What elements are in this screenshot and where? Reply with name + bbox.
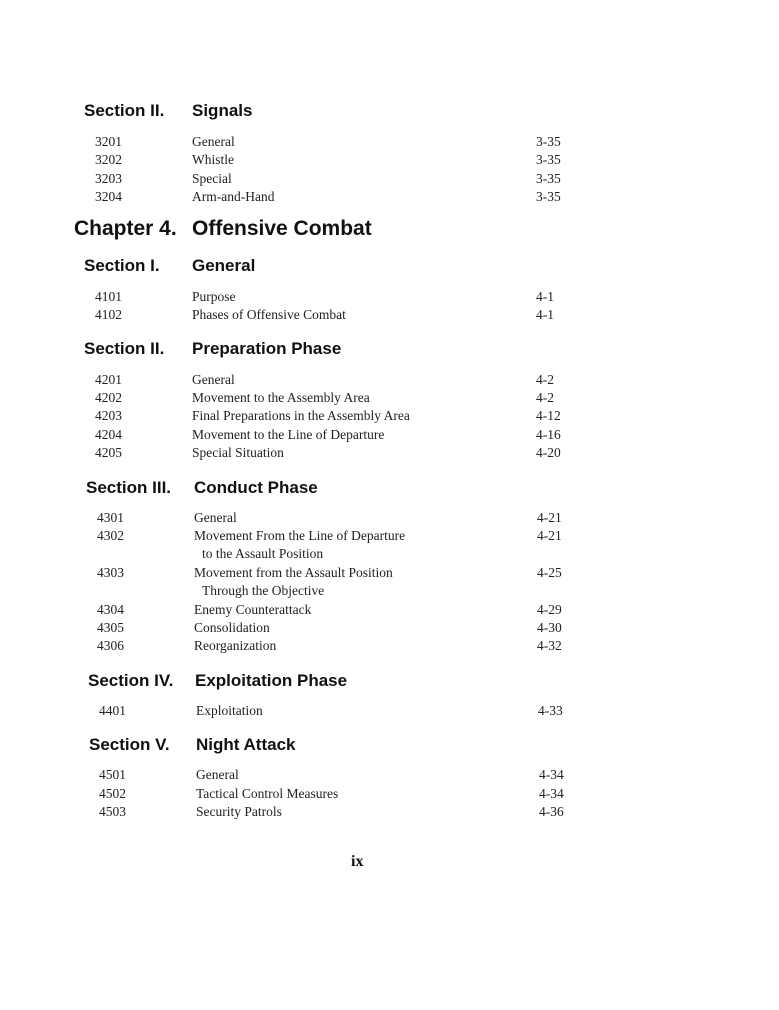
section-label: Section I. xyxy=(84,256,160,275)
entry-title: Security Patrols xyxy=(196,804,282,819)
page-number: 4-2 xyxy=(536,372,554,387)
page-number: 3-35 xyxy=(536,189,561,204)
section-label: Section II. xyxy=(84,101,165,120)
page-number: 4-34 xyxy=(539,786,564,801)
paragraph-number: 4301 xyxy=(97,510,124,525)
entry-title-continuation: to the Assault Position xyxy=(202,546,324,561)
paragraph-number: 4302 xyxy=(97,528,124,543)
page-folio: ix xyxy=(351,853,364,870)
paragraph-number: 4502 xyxy=(99,786,126,801)
page-number: 4-34 xyxy=(539,767,564,782)
section-title: General xyxy=(192,256,256,275)
paragraph-number: 4306 xyxy=(97,638,124,653)
entry-title: Phases of Offensive Combat xyxy=(192,307,346,322)
page-number: 4-12 xyxy=(536,408,561,423)
paragraph-number: 3204 xyxy=(95,189,122,204)
entry-title: Special Situation xyxy=(192,445,284,460)
paragraph-number: 3201 xyxy=(95,134,122,149)
paragraph-number: 4304 xyxy=(97,602,124,617)
section-title: Conduct Phase xyxy=(194,478,318,497)
paragraph-number: 3203 xyxy=(95,171,122,186)
paragraph-number: 4305 xyxy=(97,620,124,635)
entry-title: Movement from the Assault Position xyxy=(194,565,393,580)
paragraph-number: 4102 xyxy=(95,307,122,322)
entry-title: General xyxy=(192,134,235,149)
entry-title: General xyxy=(196,767,239,782)
page-number: 3-35 xyxy=(536,171,561,186)
entry-title: Reorganization xyxy=(194,638,277,653)
page-number: 4-21 xyxy=(537,510,562,525)
entry-title: Purpose xyxy=(192,289,236,304)
page-number: 4-1 xyxy=(536,307,554,322)
page-number: 4-30 xyxy=(537,620,562,635)
paragraph-number: 3202 xyxy=(95,152,122,167)
paragraph-number: 4503 xyxy=(99,804,126,819)
section-title: Exploitation Phase xyxy=(195,671,348,690)
page-number: 4-36 xyxy=(539,804,564,819)
paragraph-number: 4501 xyxy=(99,767,126,782)
entry-title: General xyxy=(192,372,235,387)
page-number: 4-32 xyxy=(537,638,562,653)
paragraph-number: 4401 xyxy=(99,703,126,718)
page-number: 3-35 xyxy=(536,134,561,149)
paragraph-number: 4201 xyxy=(95,372,122,387)
paragraph-number: 4204 xyxy=(95,427,122,442)
page-number: 4-25 xyxy=(537,565,562,580)
section-label: Section IV. xyxy=(88,671,174,690)
entry-title: Arm-and-Hand xyxy=(192,189,275,204)
section-label: Section III. xyxy=(86,478,172,497)
page-number: 4-20 xyxy=(536,445,561,460)
entry-title: Tactical Control Measures xyxy=(196,786,339,801)
entry-title: Whistle xyxy=(192,152,234,167)
entry-title: Movement From the Line of Departure xyxy=(194,528,406,543)
section-title: Night Attack xyxy=(196,735,296,754)
paragraph-number: 4303 xyxy=(97,565,124,580)
entry-title: Consolidation xyxy=(194,620,270,635)
section-title: Preparation Phase xyxy=(192,339,342,358)
entry-title: Exploitation xyxy=(196,703,263,718)
section-title: Signals xyxy=(192,101,253,120)
entry-title: Movement to the Line of Departure xyxy=(192,427,385,442)
page-number: 4-16 xyxy=(536,427,561,442)
chapter-title: Offensive Combat xyxy=(192,217,372,240)
section-label: Section V. xyxy=(89,735,170,754)
page-number: 4-21 xyxy=(537,528,562,543)
page-number: 3-35 xyxy=(536,152,561,167)
entry-title-continuation: Through the Objective xyxy=(202,583,325,598)
page-number: 4-29 xyxy=(537,602,562,617)
paragraph-number: 4101 xyxy=(95,289,122,304)
entry-title: Final Preparations in the Assembly Area xyxy=(192,408,410,423)
entry-title: General xyxy=(194,510,237,525)
entry-title: Movement to the Assembly Area xyxy=(192,390,370,405)
chapter-label: Chapter 4. xyxy=(74,217,177,240)
paragraph-number: 4205 xyxy=(95,445,122,460)
entry-title: Special xyxy=(192,171,232,186)
page-number: 4-1 xyxy=(536,289,554,304)
page-number: 4-2 xyxy=(536,390,554,405)
entry-title: Enemy Counterattack xyxy=(194,602,312,617)
page-number: 4-33 xyxy=(538,703,563,718)
section-label: Section II. xyxy=(84,339,165,358)
paragraph-number: 4203 xyxy=(95,408,122,423)
paragraph-number: 4202 xyxy=(95,390,122,405)
